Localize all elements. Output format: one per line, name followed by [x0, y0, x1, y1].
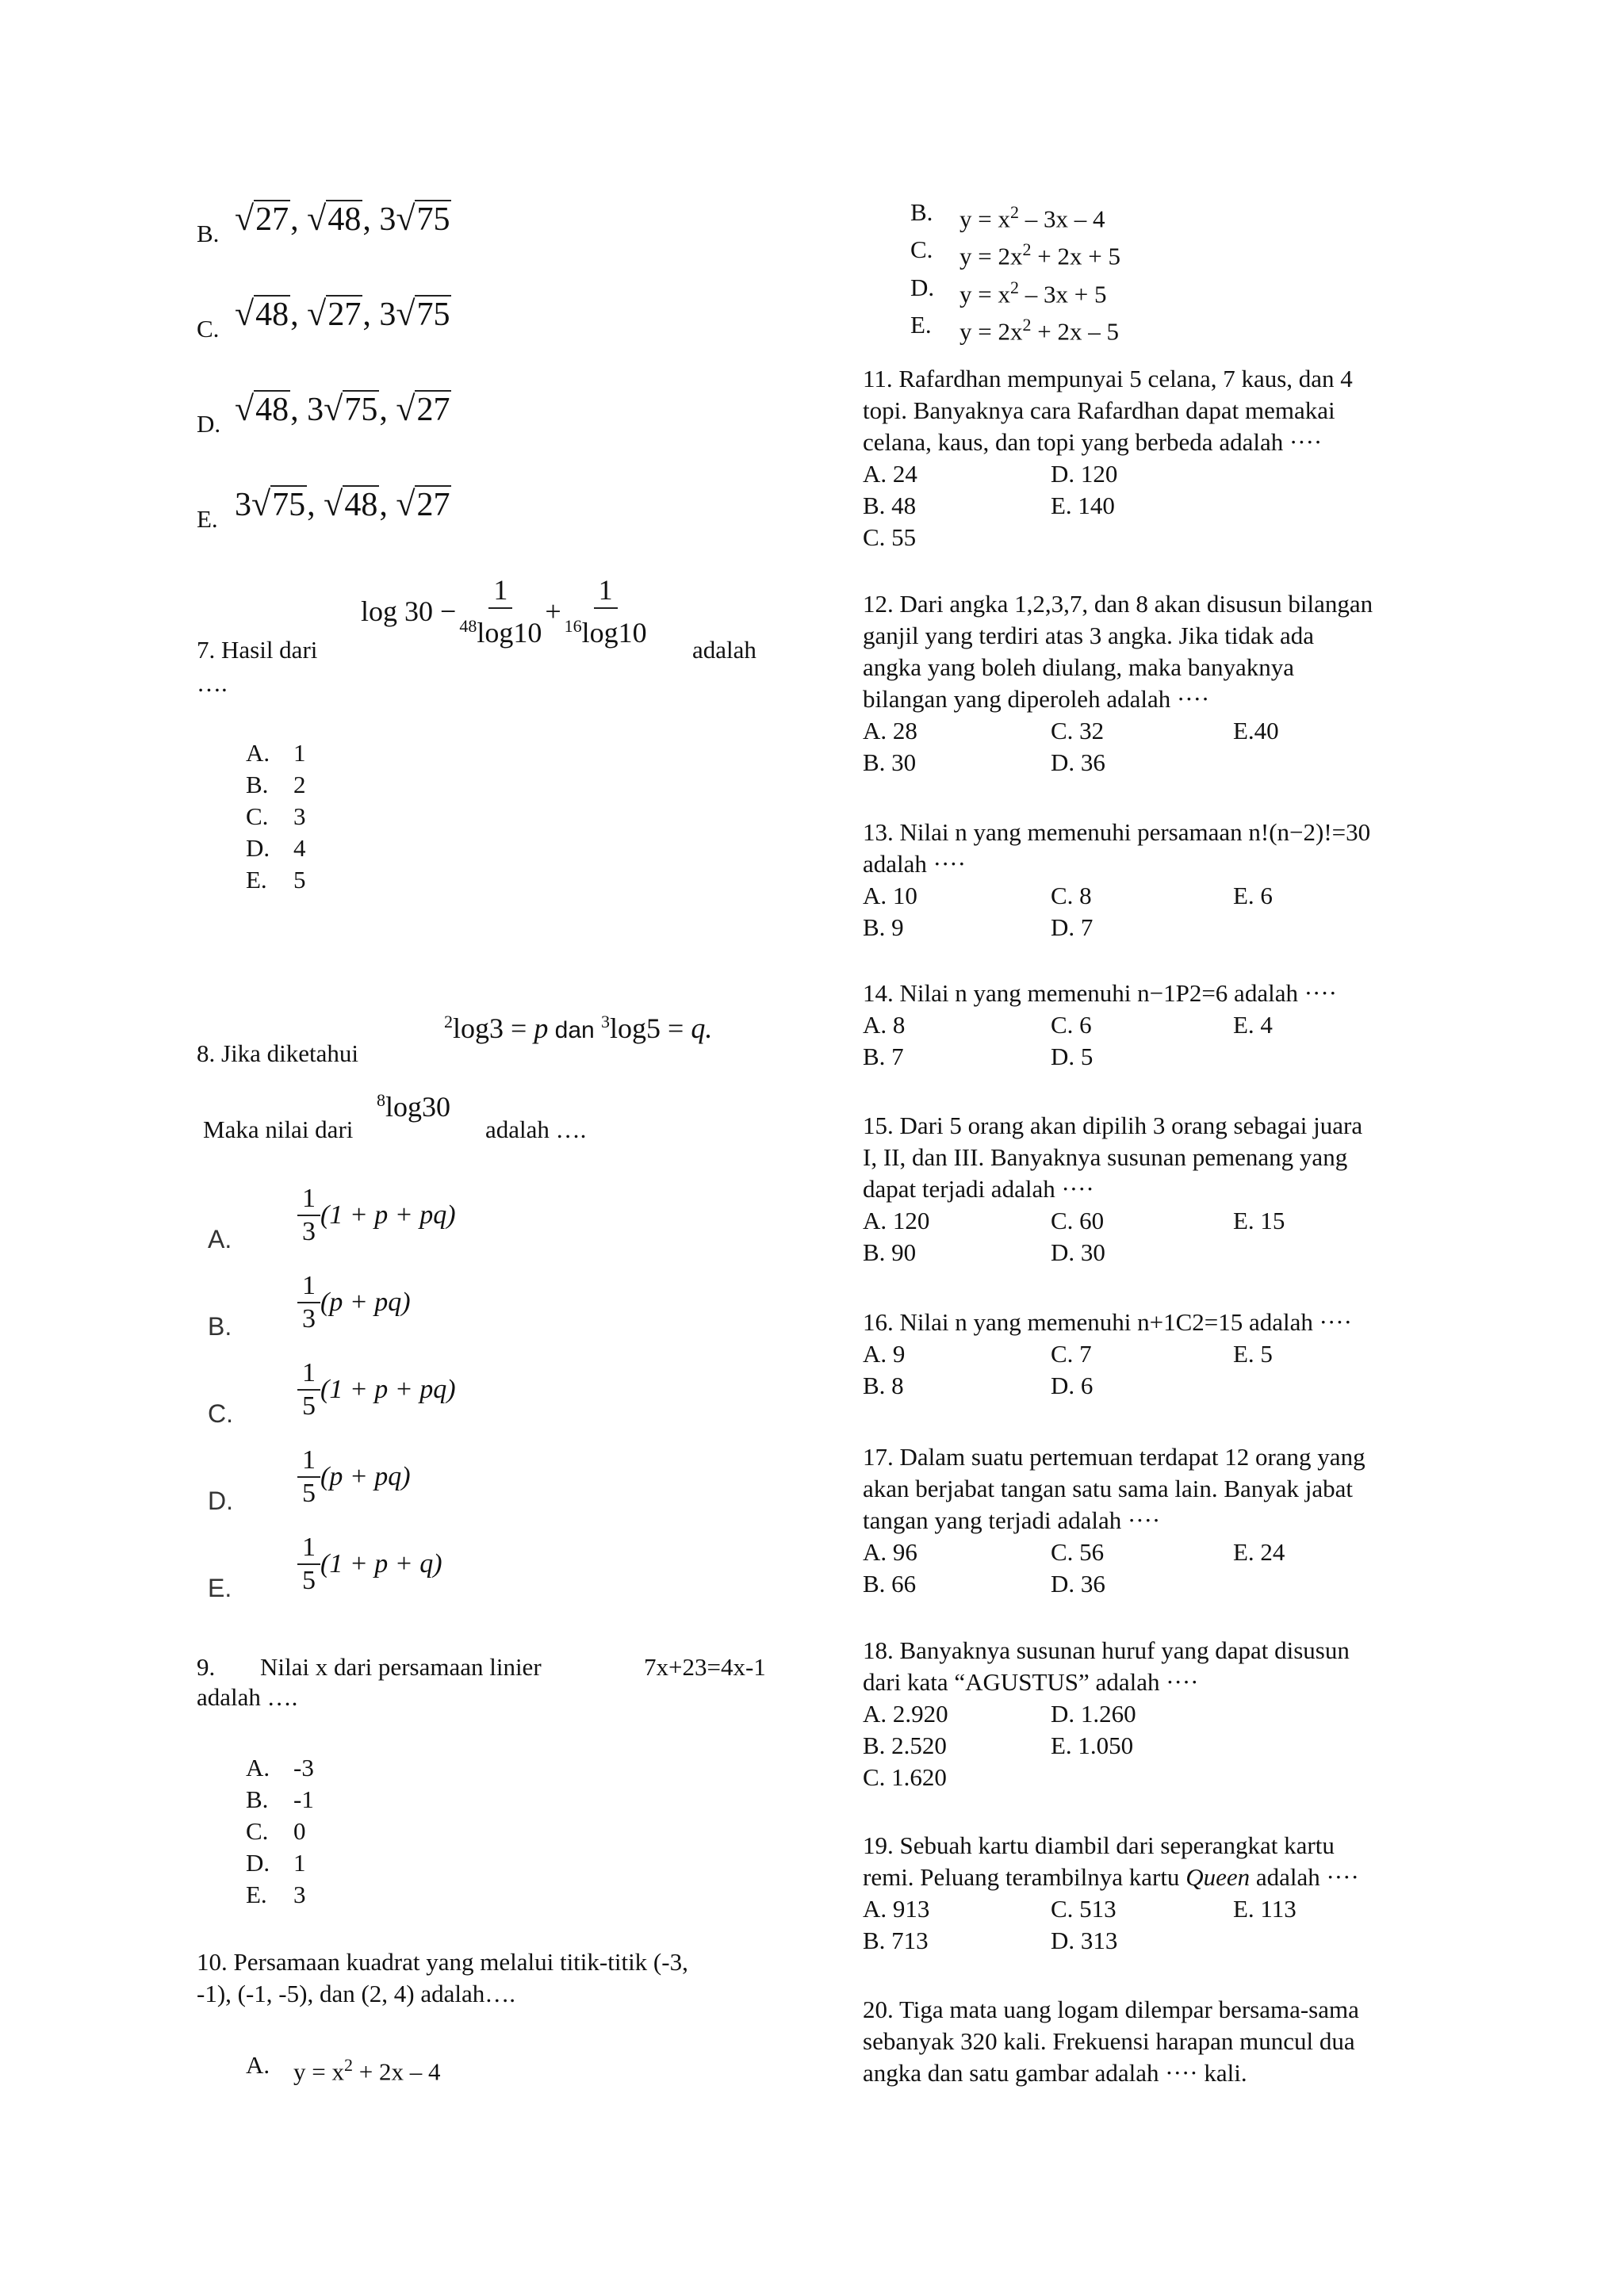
answer-option: C. 55 — [863, 523, 917, 551]
question-16 — [863, 1307, 1352, 1402]
answer-option: E. 140 — [1051, 492, 1115, 519]
option-row — [863, 1925, 1359, 1957]
answer-option: C. 1.620 — [863, 1763, 947, 1791]
option-row — [863, 490, 1353, 522]
question-text-line: 11. Rafardhan mempunyai 5 celana, 7 kaus, dan 4 — [863, 365, 1353, 392]
answer-option: B. 713 — [863, 1927, 929, 1954]
question-20 — [863, 1994, 1359, 2089]
question-text-line: 16. Nilai n yang memenuhi n+1C2=15 adalah ···· — [863, 1308, 1352, 1336]
question-text-line: sebanyak 320 kali. Frekuensi harapan muncul dua — [863, 2027, 1355, 2055]
option-row — [863, 747, 1373, 779]
option-row — [863, 715, 1373, 747]
question-15 — [863, 1110, 1362, 1269]
answer-option: E. 24 — [1233, 1538, 1285, 1566]
option-row: C. 3 — [246, 802, 306, 830]
answer-option: C. 6 — [1051, 1011, 1092, 1039]
question-text-line: 17. Dalam suatu pertemuan terdapat 12 orang yang — [863, 1443, 1365, 1471]
answer-option: A. 9 — [863, 1340, 906, 1368]
option-row: D. $y = x^2 - 3x + 5$ — [910, 273, 1107, 308]
answer-option: D. 36 — [1051, 748, 1105, 776]
option-letter: C. — [208, 1399, 233, 1428]
answer-option: E. 113 — [1233, 1895, 1297, 1923]
q10-line2: -1), (-1, -5), dan (2, 4) adalah…. — [197, 1980, 515, 2007]
answer-option: C. 8 — [1051, 882, 1092, 909]
option-row — [863, 522, 1353, 553]
q9-equation: 7x+23=4x-1 — [644, 1653, 766, 1681]
answer-option: B. 9 — [863, 913, 904, 941]
question-text-line: 18. Banyaknya susunan huruf yang dapat disusun — [863, 1636, 1350, 1664]
option-row: B. -1 — [246, 1785, 314, 1813]
q9-text: Nilai x dari persamaan linier — [260, 1653, 542, 1681]
answer-option: A. 96 — [863, 1538, 917, 1566]
q8-prefix: 8. Jika diketahui — [197, 1039, 359, 1067]
q6-option-b — [197, 218, 219, 250]
question-17 — [863, 1441, 1365, 1600]
question-text-line: celana, kaus, dan topi yang berbeda adalah ···· — [863, 428, 1323, 456]
option-letter: D. — [208, 1487, 233, 1515]
answer-option: B. 7 — [863, 1043, 904, 1070]
answer-option: D. 313 — [1051, 1927, 1118, 1954]
question-text-line: adalah ···· — [863, 850, 966, 878]
answer-option: D. 5 — [1051, 1043, 1094, 1070]
option-row: C. 0 — [246, 1817, 306, 1845]
option-row: D. 1 — [246, 1849, 306, 1877]
option-row — [863, 1237, 1362, 1269]
answer-option: D. 7 — [1051, 913, 1094, 941]
question-text-line: angka dan satu gambar adalah ···· kali. — [863, 2059, 1247, 2087]
question-18 — [863, 1635, 1350, 1793]
q7-suffix: adalah — [692, 636, 756, 664]
question-13 — [863, 817, 1370, 943]
answer-option: B. 48 — [863, 492, 917, 519]
question-text-line: I, II, dan III. Banyaknya susunan pemenang yang — [863, 1143, 1348, 1171]
answer-option: C. 56 — [1051, 1538, 1105, 1566]
question-text-line: 12. Dari angka 1,2,3,7, dan 8 akan disusun bilangan — [863, 590, 1373, 618]
option-row — [863, 1730, 1350, 1762]
q8-given: $^2$log3 = p dan $^3$log5 = q. — [444, 1012, 713, 1044]
q8-option-e-expr: $\frac{1}{5}$ (1 + p + q) — [297, 1532, 442, 1597]
question-text-line: 20. Tiga mata uang logam dilempar bersama-sama — [863, 1996, 1359, 2023]
option-row: B. 2 — [246, 771, 306, 798]
option-row — [863, 1370, 1352, 1402]
answer-option: A. 28 — [863, 717, 917, 744]
answer-option: E. 15 — [1233, 1207, 1285, 1234]
option-row — [863, 1536, 1365, 1568]
option-row: A. -3 — [246, 1754, 314, 1781]
question-19 — [863, 1830, 1359, 1957]
q10-options-continued — [910, 197, 1120, 346]
q7-dots: …. — [197, 669, 228, 697]
q8-line2-prefix: Maka nilai dari — [203, 1115, 354, 1143]
question-text-line: bilangan yang diperoleh adalah ···· — [863, 685, 1210, 713]
answer-option: A. 10 — [863, 882, 917, 909]
answer-option: E. 6 — [1233, 882, 1273, 909]
q8-option-d-expr: $\frac{1}{5}$ (p + pq) — [297, 1445, 411, 1510]
q10-option-a: A. $y = x^2 + 2x - 4$ — [246, 2051, 441, 2086]
question-14 — [863, 978, 1337, 1073]
q6-option-d-expr: √48, 3√75, √27 — [235, 389, 450, 428]
question-text-line: akan berjabat tangan satu sama lain. Banyak jabat — [863, 1475, 1354, 1502]
q8-option-c-expr: $\frac{1}{5}$ (1 + p + pq) — [297, 1357, 456, 1422]
answer-option: A. 2.920 — [863, 1700, 948, 1728]
q9-options — [246, 1752, 314, 1911]
answer-option: D. 120 — [1051, 460, 1118, 488]
q6-option-e-expr: 3√75, √48, √27 — [235, 484, 450, 523]
answer-option: A. 913 — [863, 1895, 930, 1923]
option-row — [863, 912, 1370, 943]
q7-options — [246, 737, 306, 896]
option-row — [863, 1568, 1365, 1600]
question-text-line: 15. Dari 5 orang akan dipilih 3 orang sebagai juara — [863, 1112, 1363, 1139]
q6-option-d — [197, 408, 220, 440]
question-11 — [863, 363, 1353, 553]
option-letter: B. — [197, 220, 220, 247]
answer-option: C. 32 — [1051, 717, 1105, 744]
option-row — [863, 1893, 1359, 1925]
option-row — [863, 1205, 1362, 1237]
option-letter: B. — [208, 1312, 232, 1341]
answer-option: B. 30 — [863, 748, 917, 776]
option-row — [863, 1698, 1350, 1730]
question-text-line: topi. Banyaknya cara Rafardhan dapat memakai — [863, 396, 1335, 424]
option-row: A. 1 — [246, 739, 306, 767]
question-text-line: 13. Nilai n yang memenuhi persamaan n!(n−2)!=30 — [863, 818, 1371, 846]
q7-expression: log 30 − $\frac{1}{^{48}\log 10}$ + $\frac{1}{^{16}\log 10}$ — [361, 574, 647, 649]
answer-option: E.40 — [1233, 717, 1279, 744]
q8-option-a-expr: $\frac{1}{3}$ (1 + p + pq) — [297, 1183, 456, 1248]
question-text-line: 14. Nilai n yang memenuhi n−1P2=6 adalah ···· — [863, 979, 1337, 1007]
option-row — [863, 458, 1353, 490]
option-row — [863, 1009, 1337, 1041]
answer-option: A. 120 — [863, 1207, 930, 1234]
option-letter: C. — [197, 315, 220, 342]
q9-number: 9. — [197, 1653, 216, 1681]
q10-line1: 10. Persamaan kuadrat yang melalui titik-titik (-3, — [197, 1948, 688, 1976]
answer-option: C. 513 — [1051, 1895, 1116, 1923]
q8-line2-suffix: adalah …. — [485, 1115, 587, 1143]
answer-option: D. 30 — [1051, 1238, 1105, 1266]
answer-option: E. 5 — [1233, 1340, 1273, 1368]
answer-option: A. 8 — [863, 1011, 906, 1039]
option-row — [863, 1041, 1337, 1073]
q6-option-e — [197, 503, 218, 535]
question-text-line: ganjil yang terdiri atas 3 angka. Jika tidak ada — [863, 622, 1315, 649]
answer-option: B. 8 — [863, 1372, 904, 1399]
option-row: C. $y = 2x^2 + 2x + 5$ — [910, 235, 1120, 270]
answer-option: D. 6 — [1051, 1372, 1094, 1399]
option-row: B. $y = x^2 - 3x - 4$ — [910, 198, 1105, 233]
q8-option-b-expr: $\frac{1}{3}$ (p + pq) — [297, 1270, 411, 1335]
answer-option: E. 4 — [1233, 1011, 1273, 1039]
option-letter: D. — [197, 410, 221, 438]
question-text-line: angka yang boleh diulang, maka banyaknya — [863, 653, 1295, 681]
q6-option-b-expr: √27, √48, 3√75 — [235, 199, 450, 238]
q6-option-c-expr: √48, √27, 3√75 — [235, 294, 450, 333]
answer-option: B. 2.520 — [863, 1732, 947, 1759]
question-text-line: 19. Sebuah kartu diambil dari seperangkat kartu — [863, 1831, 1335, 1859]
question-text-line: tangan yang terjadi adalah ···· — [863, 1506, 1161, 1534]
option-row — [863, 880, 1370, 912]
answer-option: D. 36 — [1051, 1570, 1105, 1598]
question-12 — [863, 588, 1373, 779]
answer-option: C. 60 — [1051, 1207, 1105, 1234]
option-row: E. 5 — [246, 866, 306, 894]
answer-option: E. 1.050 — [1051, 1732, 1134, 1759]
q7-prefix: 7. Hasil dari — [197, 636, 318, 664]
q9-line2: adalah …. — [197, 1683, 298, 1711]
option-row: E. $y = 2x^2 + 2x - 5$ — [910, 310, 1119, 346]
answer-option: B. 90 — [863, 1238, 917, 1266]
q6-option-c — [197, 313, 219, 345]
option-row: D. 4 — [246, 834, 306, 862]
question-text-line: dapat terjadi adalah ···· — [863, 1175, 1094, 1203]
question-text-line: remi. Peluang terambilnya kartu Queen adalah ···· — [863, 1863, 1359, 1891]
answer-option: D. 1.260 — [1051, 1700, 1136, 1728]
option-letter: E. — [197, 505, 218, 533]
q8-target: $^8$log30 — [377, 1090, 451, 1123]
answer-option: A. 24 — [863, 460, 917, 488]
answer-option: C. 7 — [1051, 1340, 1092, 1368]
option-letter: A. — [208, 1225, 232, 1253]
answer-option: B. 66 — [863, 1570, 917, 1598]
option-row — [863, 1338, 1352, 1370]
option-row — [863, 1762, 1350, 1793]
question-text-line: dari kata “AGUSTUS” adalah ···· — [863, 1668, 1199, 1696]
option-letter: E. — [208, 1574, 232, 1602]
option-row: E. 3 — [246, 1881, 306, 1908]
